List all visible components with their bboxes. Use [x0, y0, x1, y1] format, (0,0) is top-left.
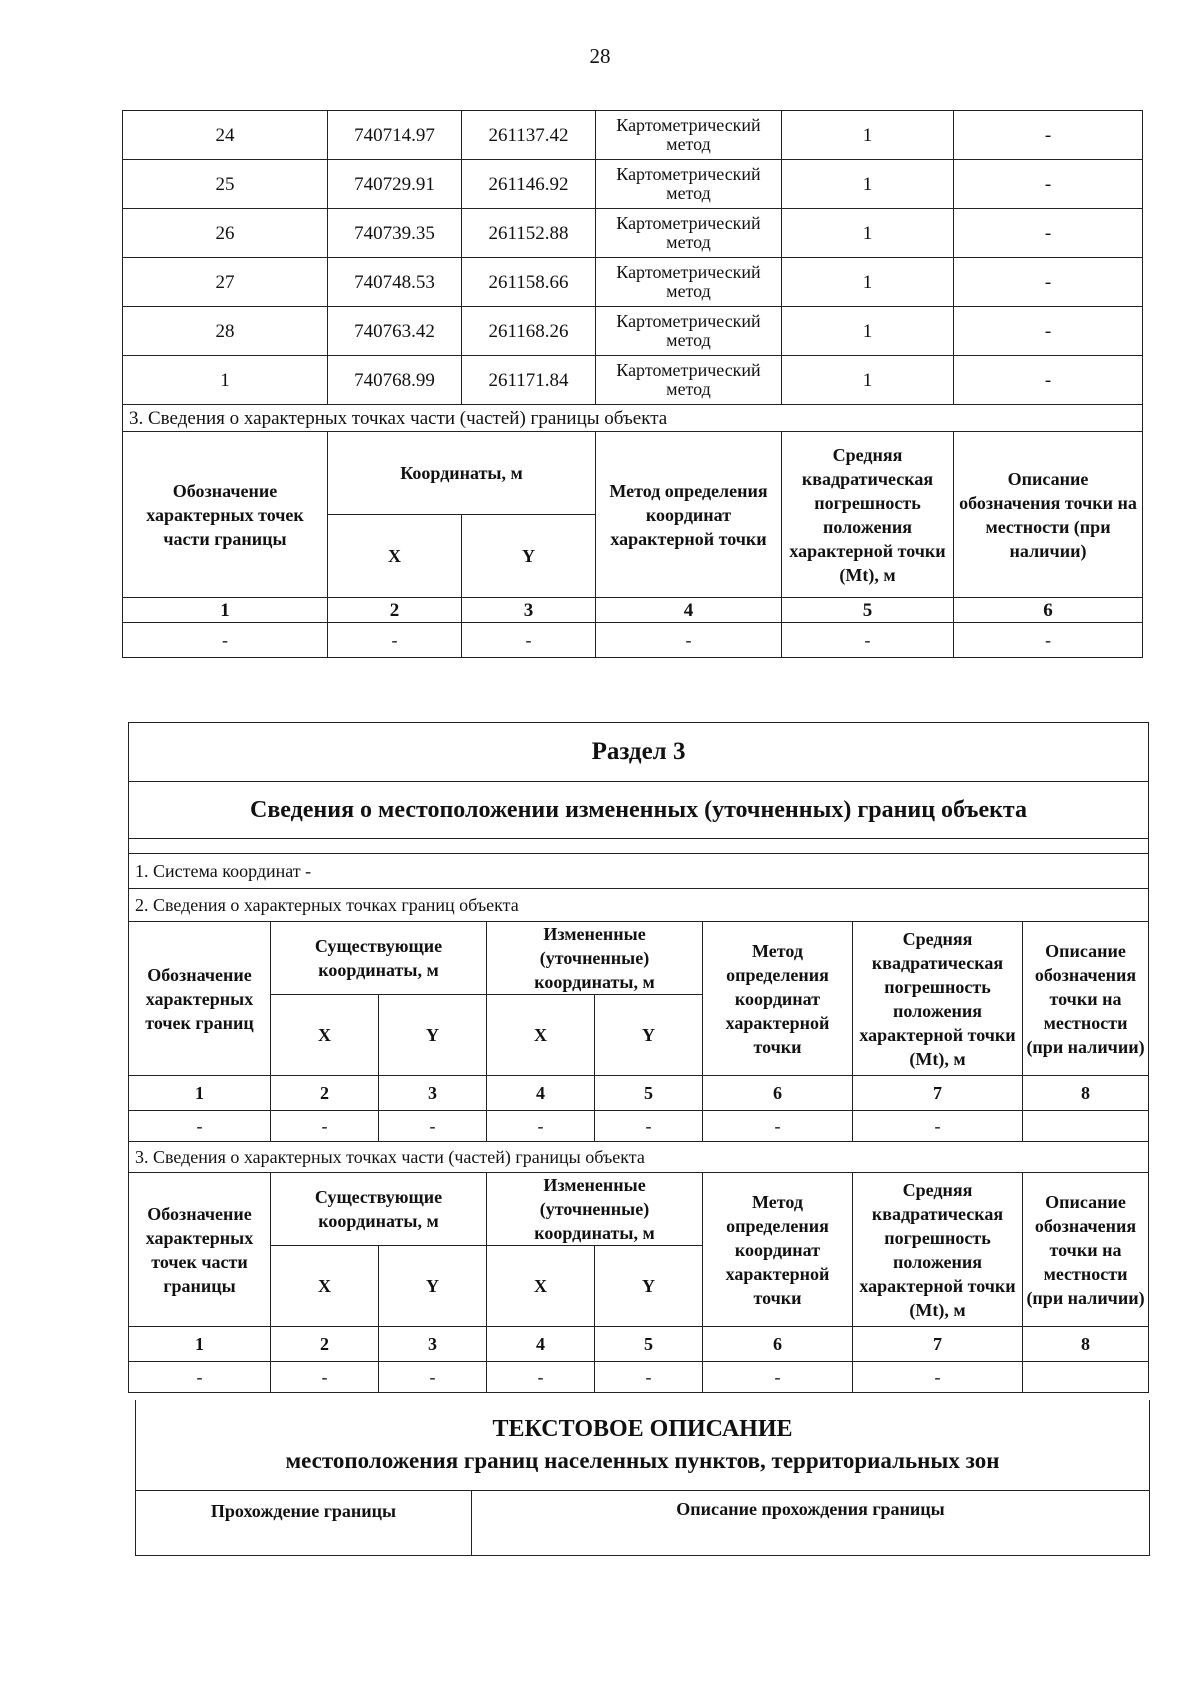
col-passage-header: Прохождение границы	[136, 1491, 472, 1556]
cell-x: 740768.99	[328, 356, 462, 405]
cell-x: 740748.53	[328, 258, 462, 307]
cell-desc: -	[954, 160, 1143, 209]
header-mt: Средняя квадратическая погрешность положения характерной точки (Mt), м	[853, 1173, 1023, 1327]
cell-mt: 1	[782, 160, 954, 209]
cell-method: Картометрический метод	[596, 111, 782, 160]
table-row	[123, 209, 1143, 258]
header-changed-coords: Измененные (уточненные) координаты, м	[487, 922, 703, 995]
empty-cell: -	[271, 1111, 379, 1142]
cell-n: 25	[123, 160, 328, 209]
header-x: X	[487, 995, 595, 1076]
header-coordinates: Координаты, м	[328, 432, 596, 515]
col-number: 7	[853, 1076, 1023, 1111]
cell-n: 26	[123, 209, 328, 258]
header-y: Y	[462, 515, 596, 598]
cell-mt: 1	[782, 307, 954, 356]
table-row	[123, 111, 1143, 160]
empty-cell	[1023, 1111, 1149, 1142]
cell-mt: 1	[782, 258, 954, 307]
header-y: Y	[379, 995, 487, 1076]
cell-n: 24	[123, 111, 328, 160]
header-existing-coords: Существующие координаты, м	[271, 1173, 487, 1246]
empty-cell: -	[379, 1111, 487, 1142]
page-number: 28	[589, 44, 611, 68]
header-description: Описание обозначения точки на местности (при наличии)	[1023, 922, 1149, 1076]
empty-cell: -	[487, 1362, 595, 1393]
cell-x: 740739.35	[328, 209, 462, 258]
cell-y: 261171.84	[462, 356, 596, 405]
cell-method: Картометрический метод	[596, 160, 782, 209]
col-number: 4	[487, 1327, 595, 1362]
col-number: 5	[595, 1327, 703, 1362]
header-designation: Обозначение характерных точек части границы	[129, 1173, 271, 1327]
cell-y: 261146.92	[462, 160, 596, 209]
col-number: 8	[1023, 1076, 1149, 1111]
col-number: 6	[703, 1327, 853, 1362]
header-y: Y	[379, 1246, 487, 1327]
header-mt: Средняя квадратическая погрешность положения характерной точки (Mt), м	[782, 432, 954, 598]
top-coordinates-table	[122, 110, 1143, 658]
part-heading: 3. Сведения о характерных точках части (частей) границы объекта	[129, 1142, 1149, 1173]
header-x: X	[487, 1246, 595, 1327]
header-mt: Средняя квадратическая погрешность положения характерной точки (Mt), м	[853, 922, 1023, 1076]
cell-mt: 1	[782, 356, 954, 405]
empty-cell: -	[703, 1111, 853, 1142]
empty-cell: -	[123, 623, 328, 658]
header-x: X	[271, 1246, 379, 1327]
section-subtitle: Сведения о местоположении измененных (уточненных) границ объекта	[129, 782, 1149, 839]
header-method: Метод определения координат характерной точки	[703, 1173, 853, 1327]
empty-cell: -	[271, 1362, 379, 1393]
header-changed-coords: Измененные (уточненные) координаты, м	[487, 1173, 703, 1246]
empty-cell: -	[487, 1111, 595, 1142]
cell-y: 261158.66	[462, 258, 596, 307]
cell-method: Картометрический метод	[596, 258, 782, 307]
cell-method: Картометрический метод	[596, 307, 782, 356]
header-method: Метод определения координат характерной точки	[596, 432, 782, 598]
header-description: Описание обозначения точки на местности (при наличии)	[954, 432, 1143, 598]
cell-y: 261137.42	[462, 111, 596, 160]
empty-cell: -	[129, 1111, 271, 1142]
cell-n: 28	[123, 307, 328, 356]
empty-cell: -	[462, 623, 596, 658]
col-number: 6	[954, 598, 1143, 623]
col-number: 3	[379, 1076, 487, 1111]
header-x: X	[271, 995, 379, 1076]
cell-desc: -	[954, 356, 1143, 405]
col-number: 5	[782, 598, 954, 623]
col-number: 4	[487, 1076, 595, 1111]
col-number: 6	[703, 1076, 853, 1111]
header-existing-coords: Существующие координаты, м	[271, 922, 487, 995]
header-description: Описание обозначения точки на местности (при наличии)	[1023, 1173, 1149, 1327]
cell-desc: -	[954, 111, 1143, 160]
text-description-title: ТЕКСТОВОЕ ОПИСАНИЕ	[492, 1416, 793, 1442]
text-description-subtitle: местоположения границ населенных пунктов, территориальных зон	[285, 1448, 1000, 1473]
header-designation: Обозначение характерных точек части границы	[123, 432, 328, 598]
empty-cell: -	[328, 623, 462, 658]
col-number: 5	[595, 1076, 703, 1111]
col-number: 8	[1023, 1327, 1149, 1362]
cell-method: Картометрический метод	[596, 209, 782, 258]
cell-desc: -	[954, 307, 1143, 356]
cell-n: 1	[123, 356, 328, 405]
col-number: 2	[271, 1076, 379, 1111]
empty-cell: -	[853, 1111, 1023, 1142]
section-3-table	[128, 722, 1149, 1393]
empty-cell: -	[129, 1362, 271, 1393]
col-number: 1	[123, 598, 328, 623]
cell-desc: -	[954, 209, 1143, 258]
empty-cell: -	[853, 1362, 1023, 1393]
table-row	[123, 356, 1143, 405]
cell-mt: 1	[782, 111, 954, 160]
col-number: 3	[462, 598, 596, 623]
col-number: 3	[379, 1327, 487, 1362]
empty-cell: -	[595, 1111, 703, 1142]
table-row	[123, 160, 1143, 209]
section-title: Раздел 3	[129, 723, 1149, 782]
cell-x: 740763.42	[328, 307, 462, 356]
cell-method: Картометрический метод	[596, 356, 782, 405]
table-row	[123, 307, 1143, 356]
col-number: 7	[853, 1327, 1023, 1362]
header-x: X	[328, 515, 462, 598]
col-number: 1	[129, 1076, 271, 1111]
coordinate-system: 1. Система координат -	[129, 854, 1149, 889]
col-number: 1	[129, 1327, 271, 1362]
col-description-header: Описание прохождения границы	[472, 1491, 1150, 1556]
cell-desc: -	[954, 258, 1143, 307]
text-description-table	[135, 1400, 1150, 1556]
part-heading: 3. Сведения о характерных точках части (частей) границы объекта	[123, 405, 1143, 432]
cell-mt: 1	[782, 209, 954, 258]
cell-y: 261152.88	[462, 209, 596, 258]
col-number: 2	[328, 598, 462, 623]
header-y: Y	[595, 995, 703, 1076]
empty-cell: -	[954, 623, 1143, 658]
spacer	[129, 839, 1149, 854]
empty-cell: -	[703, 1362, 853, 1393]
cell-y: 261168.26	[462, 307, 596, 356]
boundary-heading: 2. Сведения о характерных точках границ объекта	[129, 889, 1149, 922]
empty-cell: -	[379, 1362, 487, 1393]
header-y: Y	[595, 1246, 703, 1327]
cell-x: 740729.91	[328, 160, 462, 209]
empty-cell: -	[596, 623, 782, 658]
empty-cell: -	[782, 623, 954, 658]
table-row	[123, 258, 1143, 307]
col-number: 4	[596, 598, 782, 623]
header-method: Метод определения координат характерной точки	[703, 922, 853, 1076]
cell-x: 740714.97	[328, 111, 462, 160]
empty-cell: -	[595, 1362, 703, 1393]
col-number: 2	[271, 1327, 379, 1362]
header-designation: Обозначение характерных точек границ	[129, 922, 271, 1076]
cell-n: 27	[123, 258, 328, 307]
empty-cell	[1023, 1362, 1149, 1393]
text-description-heading	[136, 1400, 1150, 1491]
